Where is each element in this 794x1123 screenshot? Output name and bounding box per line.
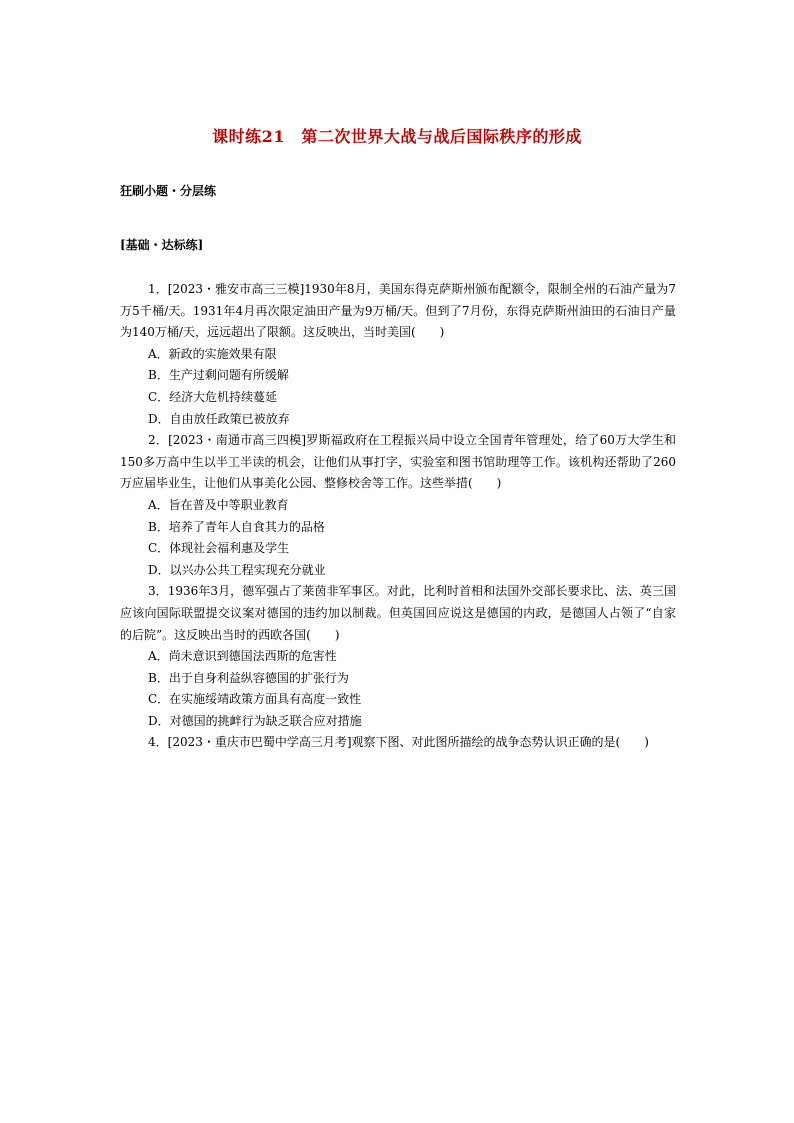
option-b: B．生产过剩问题有所缓解 <box>148 368 289 383</box>
question-4 <box>120 732 676 754</box>
option-d: D．自由放任政策已被放弃 <box>148 411 290 426</box>
option-b: B．出于自身利益纵容德国的扩张行为 <box>148 670 349 685</box>
option-c: C．体现社会福利惠及学生 <box>148 541 290 556</box>
option-a: A．新政的实施效果有限 <box>148 346 277 361</box>
option-b: B．培养了青年人自食其力的品格 <box>148 519 325 534</box>
section-heading: 狂刷小题・分层练 <box>120 184 217 198</box>
question-1 <box>120 279 676 430</box>
option-d: D．以兴办公共工程实现充分就业 <box>148 562 326 577</box>
question-2 <box>120 430 676 581</box>
subsection-heading: [基础・达标练] <box>120 238 204 252</box>
question-stem: 4．[2023・重庆市巴蜀中学高三月考]观察下图、对此图所描绘的战争态势认识正确的是( ) <box>148 735 649 750</box>
option-a: A．尚未意识到德国法西斯的危害性 <box>148 649 337 664</box>
question-list <box>120 279 676 754</box>
question-stem: 3．1936年3月，德军强占了莱茵非军事区。对此，比利时首相和法国外交部长要求比、法、英三国应该向国际联盟提交议案对德国的违约加以制裁。但英国回应说这是德国的内政，是德国人占领了“自家的后院”。这反映出当时的西欧各国( ) <box>120 584 676 642</box>
question-3 <box>120 581 676 732</box>
option-c: C．经济大危机持续蔓延 <box>148 389 278 404</box>
question-stem: 2．[2023・南通市高三四模]罗斯福政府在工程振兴局中设立全国青年管理处，给了60万大学生和150多万高中生以半工半读的机会，让他们从事打字，实验室和图书馆助理等工作。该机构还帮助了260万应届毕业生，让他们从事美化公园、整修校舍等工作。这些举措( ) <box>120 433 676 491</box>
option-a: A．旨在普及中等职业教育 <box>148 497 289 512</box>
page-title: 课时练21 第二次世界大战与战后国际秩序的形成 <box>212 127 582 146</box>
option-d: D．对德国的挑衅行为缺乏联合应对措施 <box>148 713 362 728</box>
option-c: C．在实施绥靖政策方面具有高度一致性 <box>148 692 362 707</box>
question-stem: 1．[2023・雅安市高三三模]1930年8月，美国东得克萨斯州颁布配额令，限制全州的石油产量为7万5千桶/天。1931年4月再次限定油田产量为9万桶/天。但到了7月份，东得克萨斯州油田的石油日产量为140万桶/天，远远超出了限额。这反映出，当时美国( ) <box>120 282 676 340</box>
